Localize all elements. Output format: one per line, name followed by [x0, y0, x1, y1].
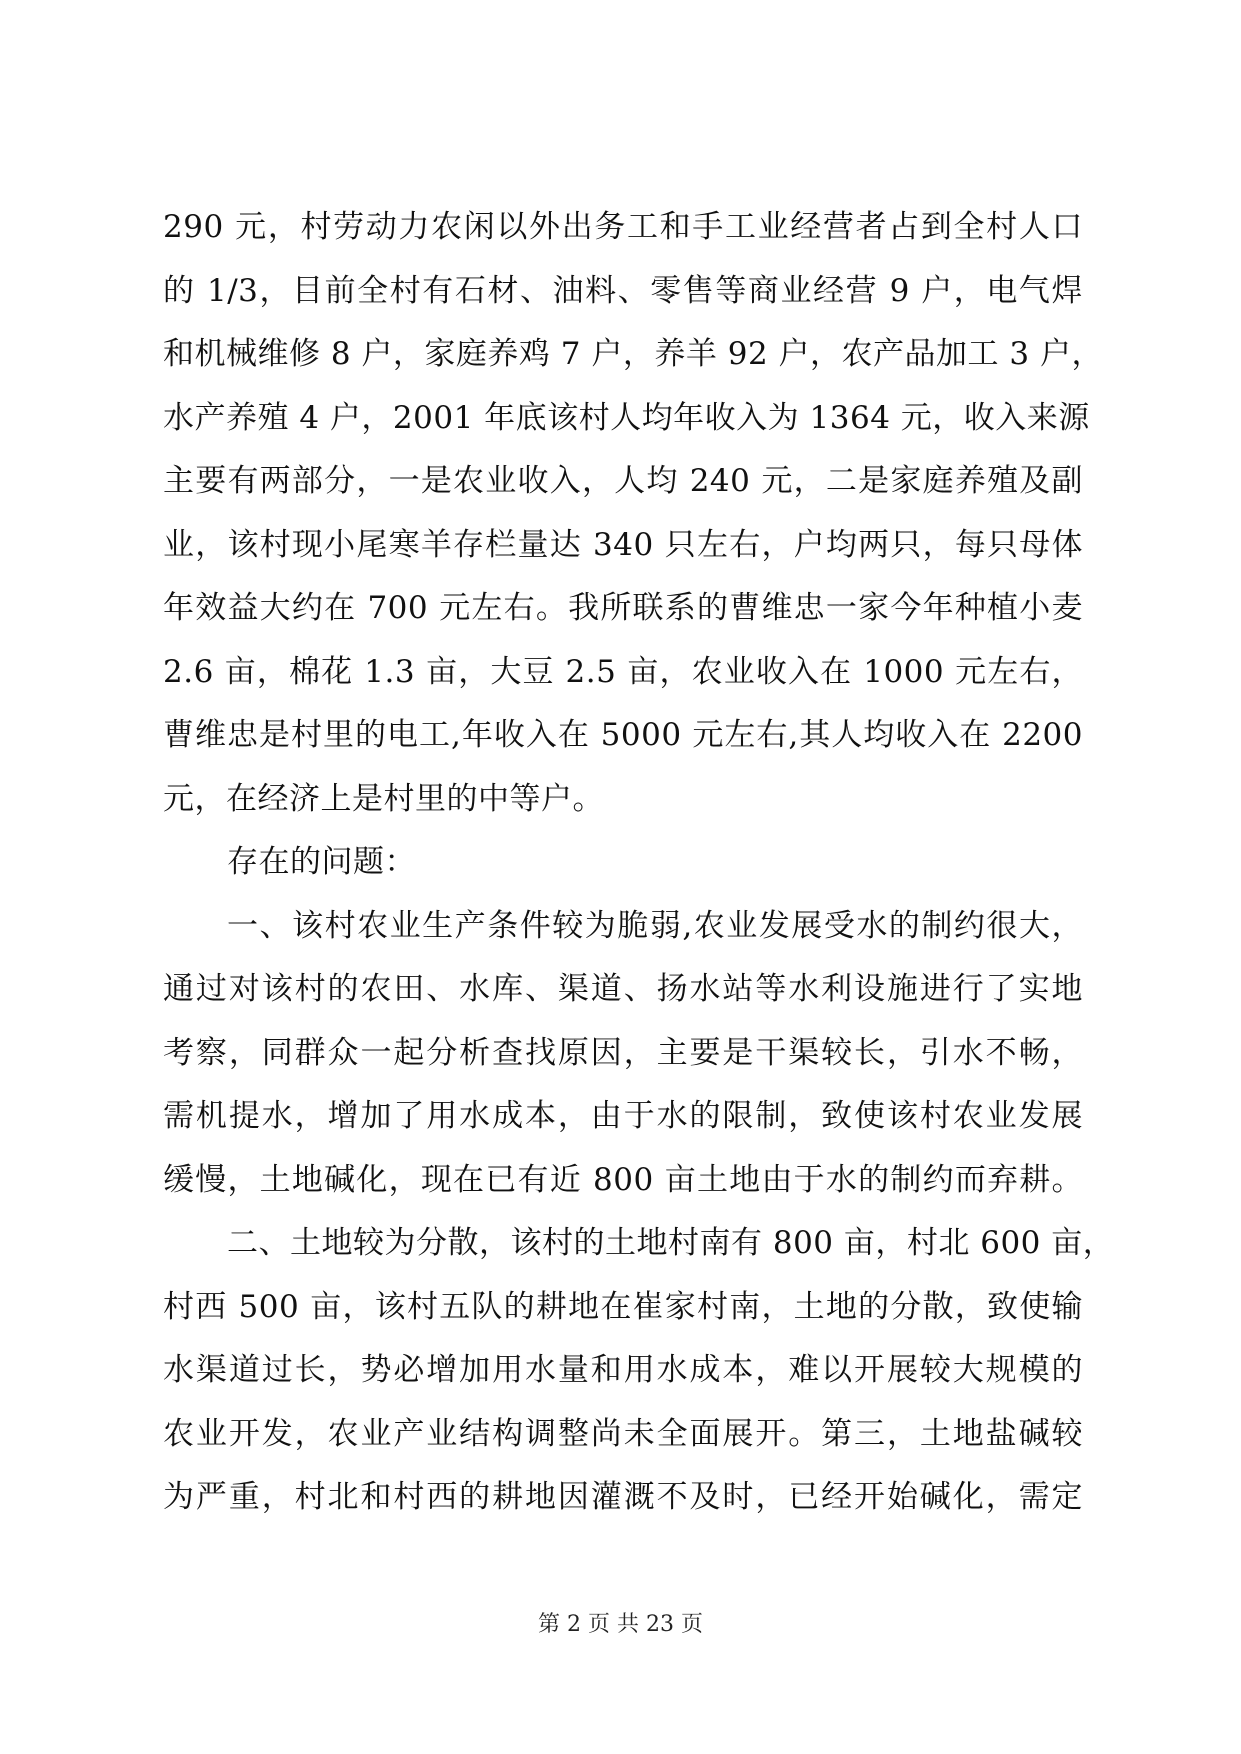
text-line: 业，该村现小尾寒羊存栏量达 340 只左右，户均两只，每只母体 [163, 526, 1083, 563]
body-text [163, 196, 1115, 1530]
text-line: 通过对该村的农田、水库、渠道、扬水站等水利设施进行了实地 [163, 971, 1083, 1007]
text-line: 曹维忠是村里的电工,年收入在 5000 元左右,其人均收入在 2200 [163, 717, 1083, 753]
text-line: 290 元，村劳动力农闲以外出务工和手工业经营者占到全村人口 [163, 209, 1083, 245]
text-line: 为严重，村北和村西的耕地因灌溉不及时，已经开始碱化，需定 [163, 1479, 1083, 1515]
page-number-footer: 第 2 页 共 23 页 [538, 1612, 703, 1637]
text-line: 元，在经济上是村里的中等户。 [163, 780, 604, 817]
text-line: 考察，同群众一起分析查找原因，主要是干渠较长，引水不畅， [163, 1034, 1083, 1071]
text-line: 缓慢，土地碱化，现在已有近 800 亩土地由于水的制约而弃耕。 [163, 1161, 1083, 1198]
text-line: 二、土地较为分散，该村的土地村南有 800 亩，村北 600 亩， [227, 1225, 1115, 1261]
text-line: 一、该村农业生产条件较为脆弱,农业发展受水的制约很大， [227, 907, 1083, 944]
text-line: 主要有两部分，一是农业收入，人均 240 元，二是家庭养殖及副 [163, 463, 1083, 499]
section-heading: 存在的问题： [227, 844, 416, 880]
text-line: 村西 500 亩，该村五队的耕地在崔家村南，土地的分散，致使输 [163, 1288, 1083, 1325]
text-line: 的 1/3，目前全村有石材、油料、零售等商业经营 9 户，电气焊 [163, 272, 1083, 309]
text-line: 需机提水，增加了用水成本，由于水的限制，致使该村农业发展 [163, 1098, 1083, 1134]
text-line: 农业开发，农业产业结构调整尚未全面展开。第三，土地盐碱较 [163, 1415, 1083, 1452]
text-line: 水渠道过长，势必增加用水量和用水成本，难以开展较大规模的 [163, 1352, 1083, 1388]
text-line: 和机械维修 8 户，家庭养鸡 7 户，养羊 92 户，农产品加工 3 户， [163, 336, 1103, 372]
text-line: 水产养殖 4 户，2001 年底该村人均年收入为 1364 元，收入来源 [163, 399, 1090, 436]
text-line: 年效益大约在 700 元左右。我所联系的曹维忠一家今年种植小麦 [163, 590, 1083, 626]
text-line: 2.6 亩，棉花 1.3 亩，大豆 2.5 亩，农业收入在 1000 元左右， [163, 653, 1083, 690]
